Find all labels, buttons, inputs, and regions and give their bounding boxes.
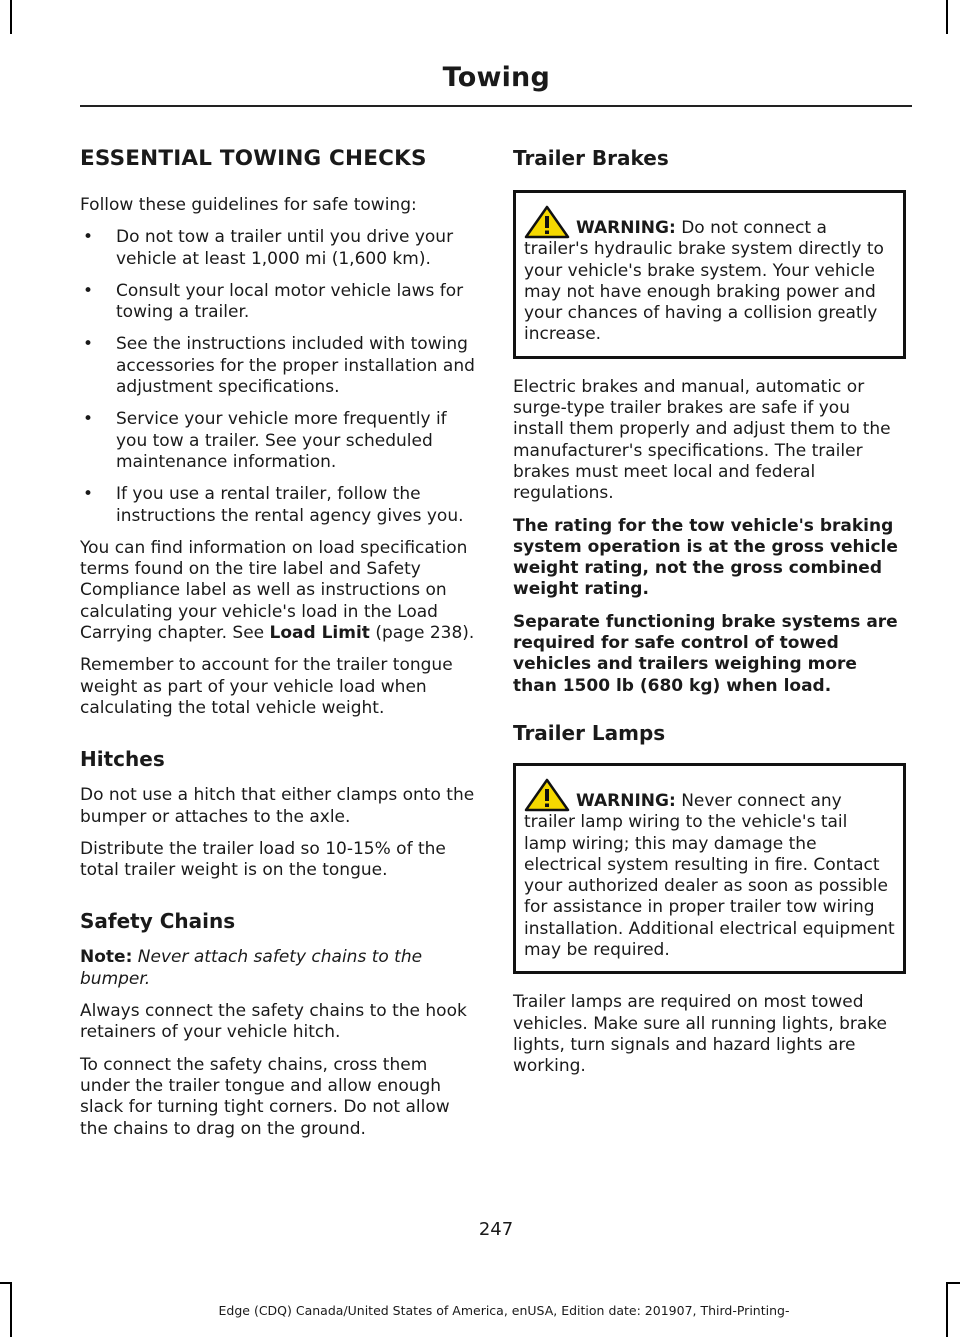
list-item: • See the instructions included with towing accessories for the proper installation and adjustment specifications. (80, 334, 476, 398)
warning-triangle-icon (524, 205, 570, 239)
section-title-hitches: Hitches (80, 747, 165, 772)
chains-note (80, 947, 476, 990)
right-column (513, 146, 906, 1089)
lamps-warning-box (513, 763, 906, 974)
list-item: • If you use a rental trailer, follow the instructions the rental agency gives you. (80, 484, 476, 527)
chains-paragraph-1: Always connect the safety chains to the hook retainers of your vehicle hitch. (80, 1001, 467, 1043)
hitches-paragraph-1: Do not use a hitch that either clamps onto the bumper or attaches to the axle. (80, 785, 475, 827)
section-title-trailer-lamps: Trailer Lamps (513, 720, 666, 745)
lamps-warning-paragraph (524, 778, 895, 961)
crop-mark-top-left (10, 0, 12, 34)
load-page-ref: (page 238). (375, 623, 475, 644)
hitches-paragraph-2: Distribute the trailer load so 10-15% of the total trailer weight is on the tongue. (80, 838, 446, 881)
list-item: • Service your vehicle more frequently if you tow a trailer. See your scheduled maintenance information. (80, 409, 476, 473)
brakes-paragraph-1: Electric brakes and manual, automatic or surge-type trailer brakes are safe if you install them properly and adjust them to the manufacturer's specifications. The trailer brakes must meet local and federal regulations. (513, 376, 891, 504)
section-title-safety-chains: Safety Chains (80, 909, 236, 934)
warning-triangle-icon (524, 778, 570, 812)
warning-label: WARNING: (576, 218, 676, 238)
section-title-trailer-brakes: Trailer Brakes (513, 146, 669, 170)
page-number: 247 (478, 1219, 514, 1240)
page-footer: Edge (CDQ) Canada/United States of America, enUSA, Edition date: 201907, Third-Printing- (218, 1303, 790, 1318)
warning-text: Never connect any trailer lamp wiring to the vehicle's tail lamp wiring; this may damage the electrical system resulting in fire. Contact your authorized dealer as soon as possible for assistance in proper trailer tow wiring installation. Additional electrical equipment may be required. (524, 790, 895, 961)
warning-text: Do not connect a trailer's hydraulic brake system directly to your vehicle's brake system. Your vehicle may not have enough braking power and your chances of having a collision greatly increase. (524, 218, 884, 345)
crop-mark-top-right (946, 0, 948, 34)
crop-mark-bottom-left-h (0, 1282, 12, 1284)
page-header-title: Towing (442, 62, 550, 93)
note-text: Never attach safety chains to the bumper. (80, 947, 423, 989)
warning-label: WARNING: (576, 790, 676, 811)
crop-mark-bottom-right-h (946, 1282, 960, 1284)
section-title-essential-checks: ESSENTIAL TOWING CHECKS (80, 146, 427, 171)
left-column (80, 146, 476, 1151)
load-info-text: You can find information on load specification terms found on the tire label and Safety Compliance label as well as instructions on calculating your vehicle's load in the Load Carrying chapter. See (80, 537, 468, 644)
header-divider (80, 105, 912, 107)
tongue-weight-paragraph: Remember to account for the trailer tongue weight as part of your vehicle load when calculating the total vehicle weight. (80, 655, 453, 718)
lamps-paragraph-1: Trailer lamps are required on most towed vehicles. Make sure all running lights, brake lights, turn signals and hazard lights are working. (513, 992, 888, 1077)
intro-paragraph: Follow these guidelines for safe towing: (80, 195, 417, 215)
brakes-warning-box (513, 190, 906, 359)
load-limit-link[interactable]: Load Limit (269, 623, 370, 644)
chains-paragraph-2: To connect the safety chains, cross them under the trailer tongue and allow enough slack for turning tight corners. Do not allow the chains to drag on the ground. (80, 1054, 450, 1139)
note-label: Note: (80, 947, 133, 968)
list-item: • Do not tow a trailer until you drive your vehicle at least 1,000 mi (1,600 km). (80, 227, 476, 270)
brakes-warning-paragraph (524, 205, 895, 346)
guidelines-list (80, 227, 476, 527)
load-info-paragraph (80, 538, 476, 644)
list-item: • Consult your local motor vehicle laws for towing a trailer. (80, 281, 476, 324)
brakes-rating-paragraph: The rating for the tow vehicle's braking system operation is at the gross vehicle weight rating, not the gross combined weight rating. (513, 515, 898, 600)
brakes-separate-paragraph: Separate functioning brake systems are required for safe control of towed vehicles and trailers weighing more than 1500 lb (680 kg) when load. (513, 611, 898, 696)
